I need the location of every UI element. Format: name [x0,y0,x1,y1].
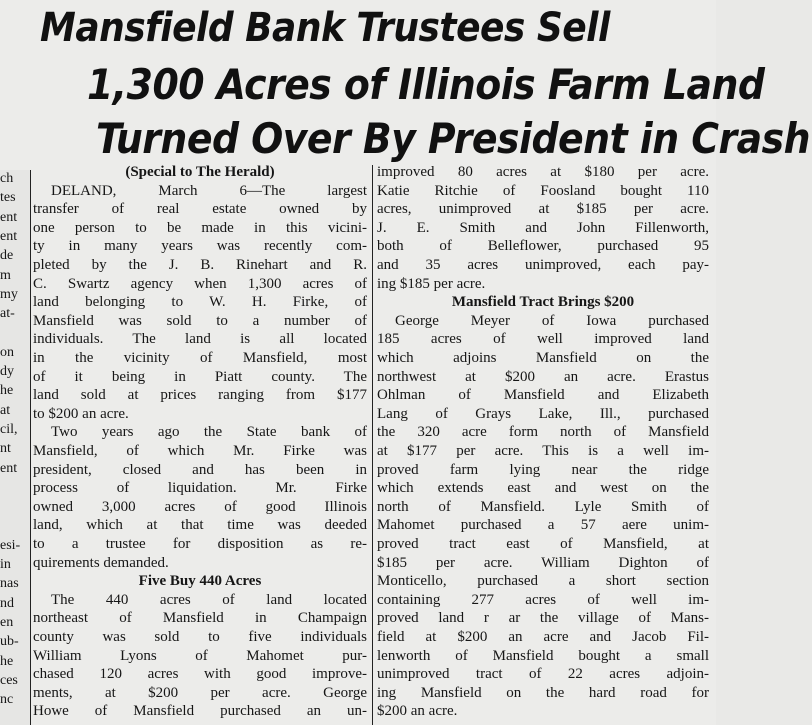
article-text-line: north of Mansfield. Lyle Smith of [377,498,709,515]
article-text-line: which adjoins Mansfield on the [377,350,709,366]
article-text-line: Katie Ritchie of Foosland bought 110 [377,182,709,199]
article-text-line: owned 3,000 acres of good Illinois [33,498,367,515]
fragment-text-line: he [0,653,14,669]
headline-line-1: Mansfield Bank Trustees Sell [40,5,610,51]
article-text-line: both of Belleflower, purchased 95 [377,238,709,255]
article-text-line: quirements demanded. [33,554,169,571]
article-text-line: Howe of Mansfield purchased an un- [33,703,367,720]
column-rule-middle [372,165,373,725]
article-text-line: ments, at $200 per acre. George [33,684,367,701]
fragment-text-line: cil, [0,421,18,437]
fragment-text-line: nd [0,595,14,611]
fragment-text-line: at- [0,306,15,322]
fragment-text-line [0,324,30,342]
article-text-line: $185 per acre. William Dighton of [377,554,709,571]
fragment-text-line: nc [0,692,14,708]
article-text-line: proved tract east of Mansfield, at [377,536,709,552]
article-text-line: northeast of Mansfield in Champaign [33,610,367,627]
fragment-text-line: tes [0,190,16,206]
article-text-line: transfer of real estate owned by [33,201,367,218]
article-text-line: acres, unimproved at $185 per acre. [377,201,709,218]
article-text-line: DELAND, March 6—The largest [51,182,367,199]
article-text-line: George Meyer of Iowa purchased [395,312,709,329]
article-text-line: land belonging to W. H. Firke, of [33,294,367,311]
subheading: Mansfield Tract Brings $200 [451,294,635,311]
article-text-line: the 320 acre form north of Mansfield [377,424,709,441]
article-column-2 [377,163,709,725]
article-text-line: Mansfield, of which Mr. Firke was [33,443,367,459]
fragment-text-line [0,498,30,516]
article-text-line: C. Swartz agency when 1,300 acres of [33,275,367,292]
article-text-line: to $200 an acre. [33,405,129,422]
article-text-line: $200 an acre. [377,703,458,720]
article-text-line: field at $200 an acre and Jacob Fil- [377,629,709,645]
headline-line-3: Turned Over By President in Crash [96,114,811,163]
article-text-line: Ohlman of Mansfield and Elizabeth [377,387,709,404]
fragment-text-line: de [0,248,14,264]
fragment-text-line: en [0,614,14,630]
article-text-line: of it being in Piatt county. The [33,368,367,385]
article-column-1 [33,163,367,725]
article-text-line: 185 acres of well improved land [377,331,709,348]
subheading: Five Buy 440 Acres [138,573,262,590]
subheading: (Special to The Herald) [125,164,275,180]
article-text-line: unimproved tract of 22 acres adjoin- [377,666,709,683]
article-text-line: containing 277 acres of well im- [377,591,709,608]
article-text-line: northwest at $200 an acre. Erastus [377,368,709,385]
article-text-line: ing $185 per acre. [377,275,486,292]
fragment-text-line: on [0,344,14,360]
article-text-line: land sold at prices ranging from $177 [33,387,367,404]
fragment-text-line: my [0,286,18,302]
article-text-line: one person to be made in this vicini- [33,219,367,236]
fragment-text-line [0,517,30,535]
article-text-line: land, which at that time was deeded [33,517,367,534]
fragment-text-line: dy [0,364,14,379]
fragment-text-line: ent [0,209,18,225]
article-text-line: The 440 acres of land located [51,591,367,608]
article-text-line: president, closed and has been in [33,461,367,478]
fragment-text-line [0,479,30,497]
fragment-text-line: ent [0,228,18,244]
article-text-line: ing Mansfield on the hard road for [377,684,709,701]
adjacent-column-fragment [0,170,30,725]
fragment-text-line: ent [0,460,18,476]
article-text-line: county was sold to five individuals [33,629,367,645]
article-text-line: Lang of Grays Lake, Ill., purchased [377,405,709,422]
article-text-line: process of liquidation. Mr. Firke [33,480,367,497]
article-text-line: improved 80 acres at $180 per acre. [377,164,709,180]
article-text-line: individuals. The land is all located [33,331,367,348]
article-text-line: Mansfield was sold to a number of [33,312,367,329]
column-rule-left [30,170,31,725]
article-text-line: proved farm lying near the ridge [377,461,709,478]
article-text-line: in the vicinity of Mansfield, most [33,350,367,366]
fragment-text-line: esi- [0,537,21,553]
article-text-line: Two years ago the State bank of [51,424,367,441]
article-text-line: and 35 acres unimproved, each pay- [377,257,709,273]
article-text-line: Mahomet purchased a 57 aere unim- [377,517,709,534]
fragment-text-line: he [0,383,14,399]
article-text-line: at $177 per acre. This is a well im- [377,443,709,459]
article-text-line: chased 120 acres with good improve- [33,666,367,683]
article-text-line: to a trustee for disposition as re- [33,536,367,552]
fragment-text-line: ces [0,672,18,688]
article-text-line: lenworth of Mansfield bought a small [377,647,709,664]
article-text-line: ty in many years was recently com- [33,238,367,255]
fragment-text-line: in [0,557,11,572]
fragment-text-line: nt [0,441,11,457]
article-text-line: proved land r ar the village of Mans- [377,610,709,627]
article-text-line: pleted by the J. B. Rinehart and R. [33,257,367,273]
article-text-line: J. E. Smith and John Fillenworth, [377,219,709,236]
article-text-line: Monticello, purchased a short section [377,573,709,590]
headline-line-2: 1,300 Acres of Illinois Farm Land [87,60,765,109]
fragment-text-line: ub- [0,634,19,650]
fragment-text-line: ch [0,171,14,186]
fragment-text-line: at [0,402,11,418]
article-text-line: which extends east and west on the [377,480,709,497]
fragment-text-line: nas [0,576,19,592]
article-text-line: William Lyons of Mahomet pur- [33,647,367,664]
fragment-text-line: m [0,267,11,283]
